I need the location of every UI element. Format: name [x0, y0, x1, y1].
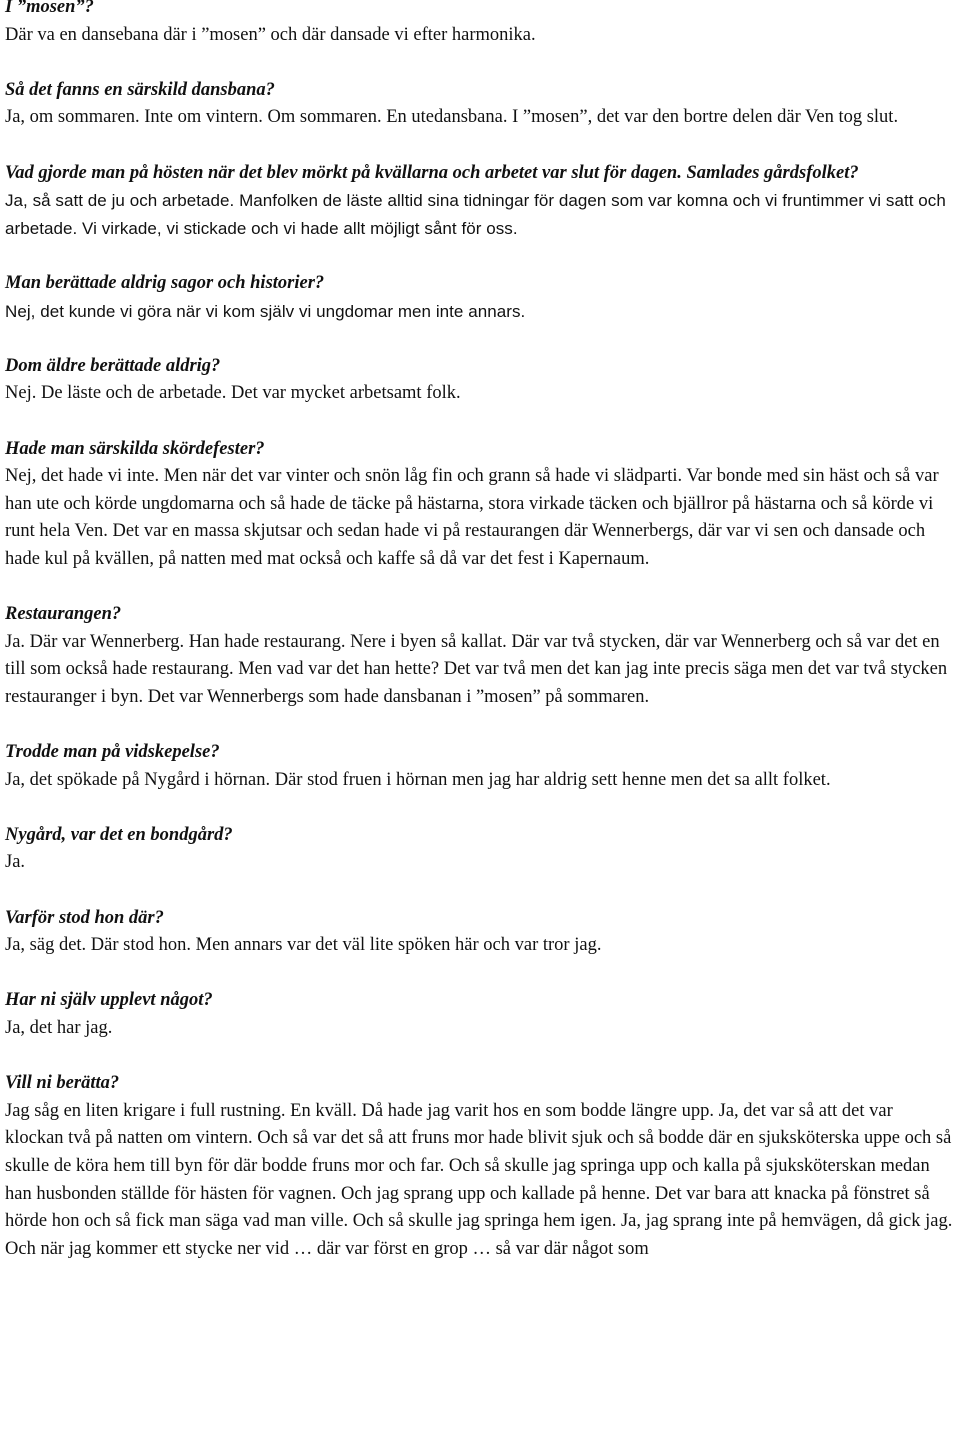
- interview-question: Restaurangen?: [5, 604, 122, 625]
- interview-answer: Ja, det spökade på Nygård i hörnan. Där stod fruen i hörnan men jag har aldrig sett henne men det sa allt folket.: [5, 769, 831, 790]
- interview-answer: Ja, om sommaren. Inte om vintern. Om sommaren. En utedansbana. I ”mosen”, det var den bortre delen där Ven tog slut.: [5, 107, 899, 128]
- interview-question: I ”mosen”?: [5, 0, 94, 17]
- interview-question: Dom äldre berättade aldrig?: [5, 355, 221, 376]
- interview-answer: Ja.: [5, 852, 26, 873]
- interview-question: Vad gjorde man på hösten när det blev mörkt på kvällarna och arbetet var slut för dagen. Samlades gårdsfolket?: [5, 162, 859, 183]
- qa-block: [5, 353, 955, 408]
- qa-block: [5, 739, 955, 794]
- qa-block: [5, 160, 955, 243]
- interview-answer: Ja. Där var Wennerberg. Han hade restaurang. Nere i byen så kallat. Där var två stycken, där var Wennerberg och så var det en till som också hade restaurang. Men vad var det han hette? Det var två men det kan jag inte precis säga men det var två stycken restauranger i byn. Det var Wennerbergs som hade dansbanan i ”mosen” på sommaren.: [5, 631, 948, 707]
- interview-question: Varför stod hon där?: [5, 907, 164, 928]
- interview-answer: Ja, det har jag.: [5, 1017, 113, 1038]
- interview-question: Nygård, var det en bondgård?: [5, 824, 233, 845]
- interview-question: Vill ni berätta?: [5, 1073, 120, 1094]
- interview-answer: Ja, säg det. Där stod hon. Men annars var det väl lite spöken här och var tror jag.: [5, 935, 602, 956]
- qa-block: [5, 270, 955, 325]
- interview-answer: Nej, det kunde vi göra när vi kom själv vi ungdomar men inte annars.: [5, 301, 526, 321]
- interview-transcript: [5, 0, 955, 1291]
- qa-block: [5, 601, 955, 711]
- qa-block: [5, 77, 955, 132]
- qa-block: [5, 0, 955, 49]
- qa-block: [5, 436, 955, 574]
- interview-question: Så det fanns en särskild dansbana?: [5, 79, 275, 100]
- qa-block: [5, 987, 955, 1042]
- interview-question: Hade man särskilda skördefester?: [5, 438, 265, 459]
- interview-question: Trodde man på vidskepelse?: [5, 742, 220, 763]
- interview-answer: Nej. De läste och de arbetade. Det var mycket arbetsamt folk.: [5, 383, 461, 404]
- interview-question: Man berättade aldrig sagor och historier?: [5, 272, 325, 293]
- interview-answer: Jag såg en liten krigare i full rustning. En kväll. Då hade jag varit hos en som bodde längre upp. Ja, det var så att det var klockan två på natten om vintern. Och så var det så att fruns mor hade blivit sjuk och så bodde där en sjuksköterska uppe och så skulle de köra hem till byn för där bodde fruns mor och far. Och så skulle jag springa upp och kalla på sjuksköterskan medan han husbonden ställde för hästen för vagnen. Och jag sprang upp och kallade på henne. Det var bara att knacka på fönstret så hörde hon och så fick man säga vad man ville. Och så skulle jag springa hem igen. Ja, jag sprang inte på hemvägen, då gick jag. Och när jag kommer ett stycke ner vid … där var först en grop … så var där något som: [5, 1100, 953, 1259]
- qa-block: [5, 905, 955, 960]
- qa-block: [5, 822, 955, 877]
- interview-question: Har ni själv upplevt något?: [5, 990, 213, 1011]
- interview-answer: Ja, så satt de ju och arbetade. Manfolken de läste alltid sina tidningar för dagen som var komna och vi fruntimmer vi satt och arbetade. Vi virkade, vi stickade och vi hade allt möjligt sånt för oss.: [5, 191, 946, 238]
- interview-answer: Nej, det hade vi inte. Men när det var vinter och snön låg fin och grann så hade vi slädparti. Var bonde med sin häst och så var han ute och körde ungdomarna och så hade de täcke på hästarna, stora virkade täcken och bjällror på hästarna och så körde vi runt hela Ven. Det var en massa skjutsar och sedan hade vi på restaurangen där Wennerbergs, där var vi sen och dansade och hade kul på kvällen, på natten med mat också och kaffe så då var det fest i Kapernaum.: [5, 466, 939, 569]
- qa-block: [5, 1070, 955, 1263]
- interview-answer: Där va en dansebana där i ”mosen” och där dansade vi efter harmonika.: [5, 24, 536, 45]
